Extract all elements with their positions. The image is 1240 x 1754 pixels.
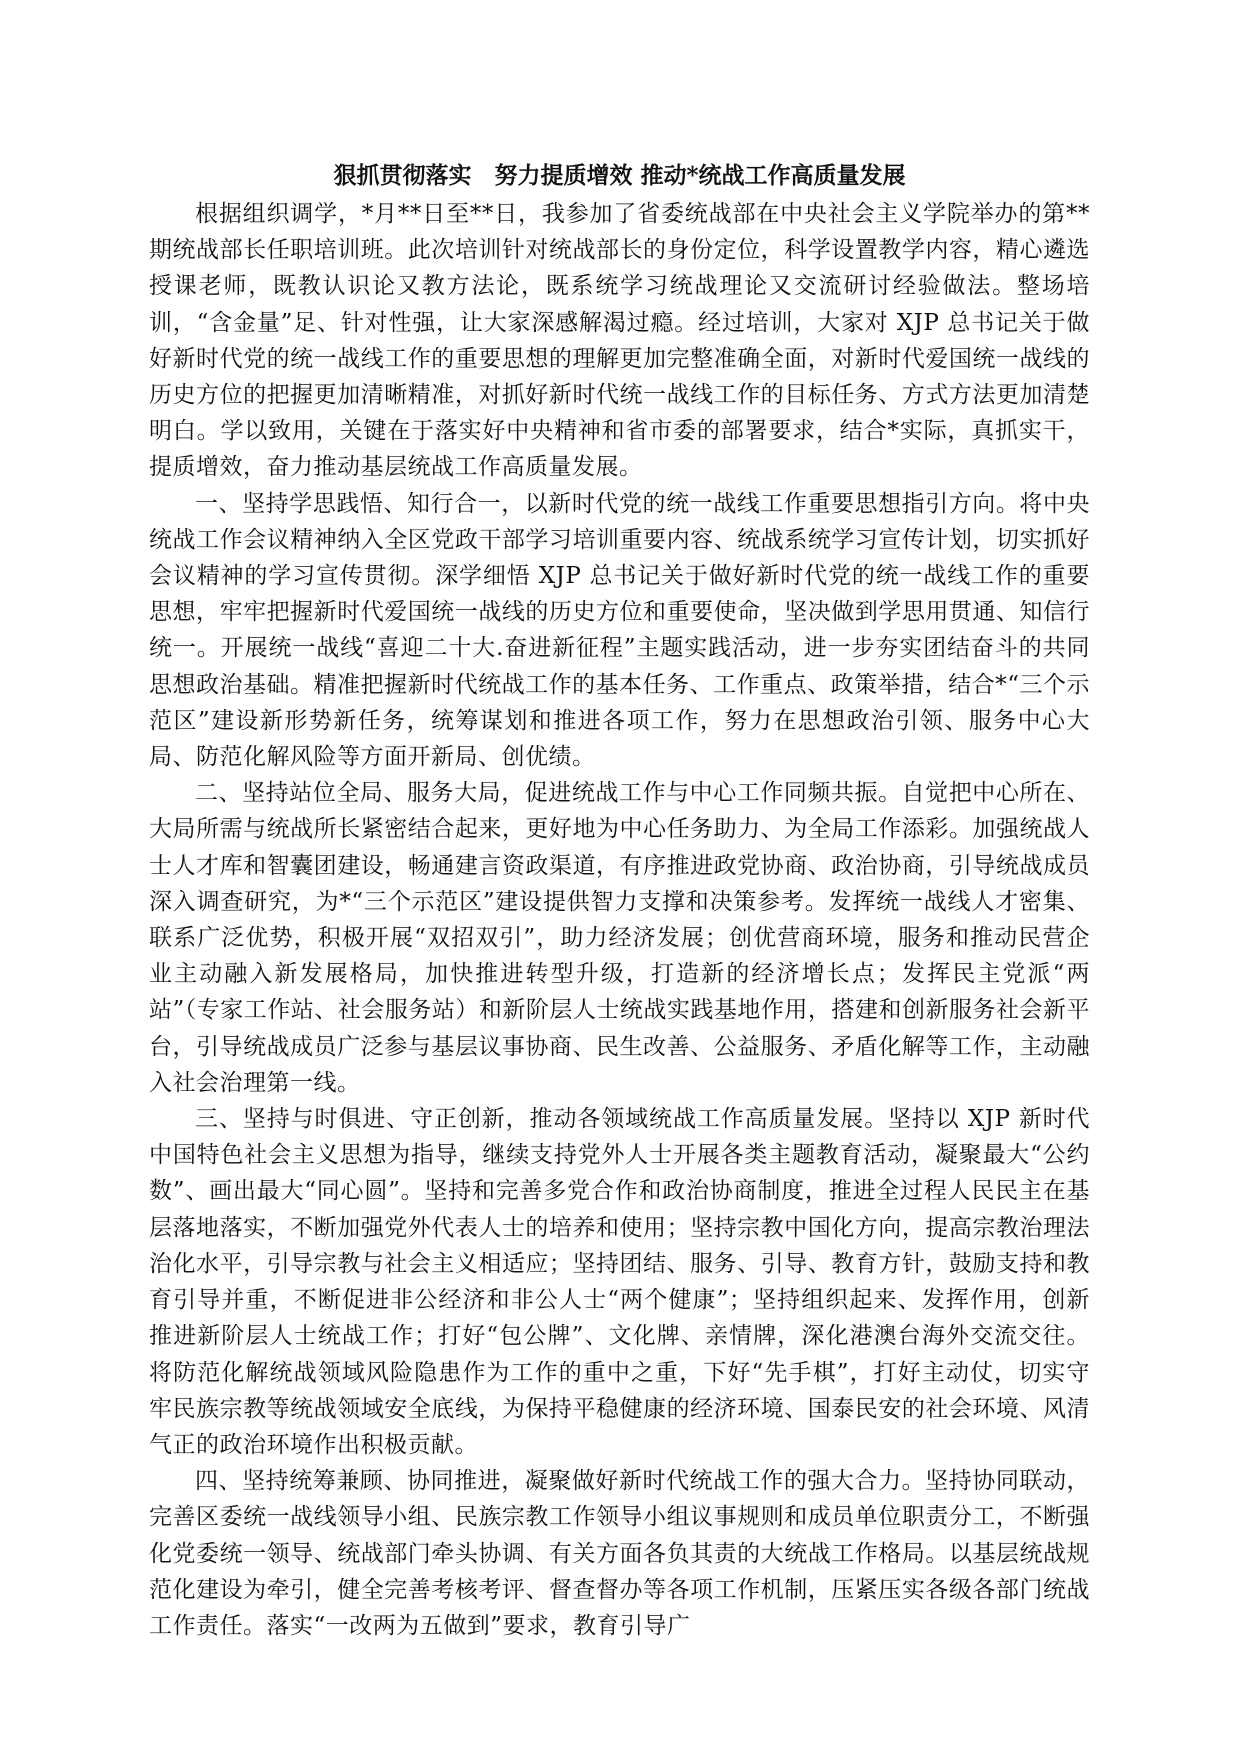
document-title: 狠抓贯彻落实 努力提质增效 推动*统战工作高质量发展 <box>333 162 906 189</box>
paragraph-section-1: 一、坚持学思践悟、知行合一，以新时代党的统一战线工作重要思想指引方向。将中央统战工作会议精神纳入全区党政干部学习培训重要内容、统战系统学习宣传计划，切实抓好会议精神的学习宣传贯彻。深学细悟 XJP 总书记关于做好新时代党的统一战线工作的重要思想，牢牢把握新时代爱国统一战线的历史方位和重要使命，坚决做到学思用贯通、知信行统一。开展统一战线“喜迎二十大.奋进新征程”主题实践活动，进一步夯实团结奋斗的共同思想政治基础。精准把握新时代统战工作的基本任务、工作重点、政策举措，结合*“三个示范区”建设新形势新任务，统筹谋划和推进各项工作，努力在思想政治引领、服务中心大局、防范化解风险等方面开新局、创优绩。 <box>149 490 1090 771</box>
paragraph-section-4: 四、坚持统筹兼顾、协同推进，凝聚做好新时代统战工作的强大合力。坚持协同联动，完善区委统一战线领导小组、民族宗教工作领导小组议事规则和成员单位职责分工，不断强化党委统一领导、统战部门牵头协调、有关方面各负其责的大统战工作格局。以基层统战规范化建设为牵引，健全完善考核考评、督查督办等各项工作机制，压紧压实各级各部门统战工作责任。落实“一改两为五做到”要求，教育引导广 <box>149 1468 1090 1639</box>
paragraph-section-2: 二、坚持站位全局、服务大局，促进统战工作与中心工作同频共振。自觉把中心所在、大局所需与统战所长紧密结合起来，更好地为中心任务助力、为全局工作添彩。加强统战人士人才库和智囊团建设，畅通建言资政渠道，有序推进政党协商、政治协商，引导统战成员深入调查研究，为*“三个示范区”建设提供智力支撑和决策参考。发挥统一战线人才密集、联系广泛优势，积极开展“双招双引”，助力经济发展；创优营商环境，服务和推动民营企业主动融入新发展格局，加快推进转型升级，打造新的经济增长点；发挥民主党派“两站”（专家工作站、社会服务站）和新阶层人士统战实践基地作用，搭建和创新服务社会新平台，引导统战成员广泛参与基层议事协商、民生改善、公益服务、矛盾化解等工作，主动融入社会治理第一线。 <box>149 780 1090 1096</box>
paragraph-section-3: 三、坚持与时俱进、守正创新，推动各领域统战工作高质量发展。坚持以 XJP 新时代中国特色社会主义思想为指导，继续支持党外人士开展各类主题教育活动，凝聚最大“公约数”、画出最大“同心圆”。坚持和完善多党合作和政治协商制度，推进全过程人民民主在基层落地落实，不断加强党外代表人士的培养和使用；坚持宗教中国化方向，提高宗教治理法治化水平，引导宗教与社会主义相适应；坚持团结、服务、引导、教育方针，鼓励支持和教育引导并重，不断促进非公经济和非公人士“两个健康”；坚持组织起来、发挥作用，创新推进新阶层人士统战工作；打好“包公牌”、文化牌、亲情牌，深化港澳台海外交流交往。将防范化解统战领域风险隐患作为工作的重中之重，下好“先手棋”，打好主动仗，切实守牢民族宗教等统战领域安全底线，为保持平稳健康的经济环境、国泰民安的社会环境、风清气正的政治环境作出积极贡献。 <box>149 1106 1090 1458</box>
document-body <box>149 158 1090 1644</box>
paragraph-intro: 根据组织调学，*月**日至**日，我参加了省委统战部在中央社会主义学院举办的第**期统战部长任职培训班。此次培训针对统战部长的身份定位，科学设置教学内容，精心遴选授课老师，既教认识论又教方法论，既系统学习统战理论又交流研讨经验做法。整场培训，“含金量”足、针对性强，让大家深感解渴过瘾。经过培训，大家对 XJP 总书记关于做好新时代党的统一战线工作的重要思想的理解更加完整准确全面，对新时代爱国统一战线的历史方位的把握更加清晰精准，对抓好新时代统一战线工作的目标任务、方式方法更加清楚明白。学以致用，关键在于落实好中央精神和省市委的部署要求，结合*实际，真抓实干，提质增效，奋力推动基层统战工作高质量发展。 <box>149 201 1090 481</box>
